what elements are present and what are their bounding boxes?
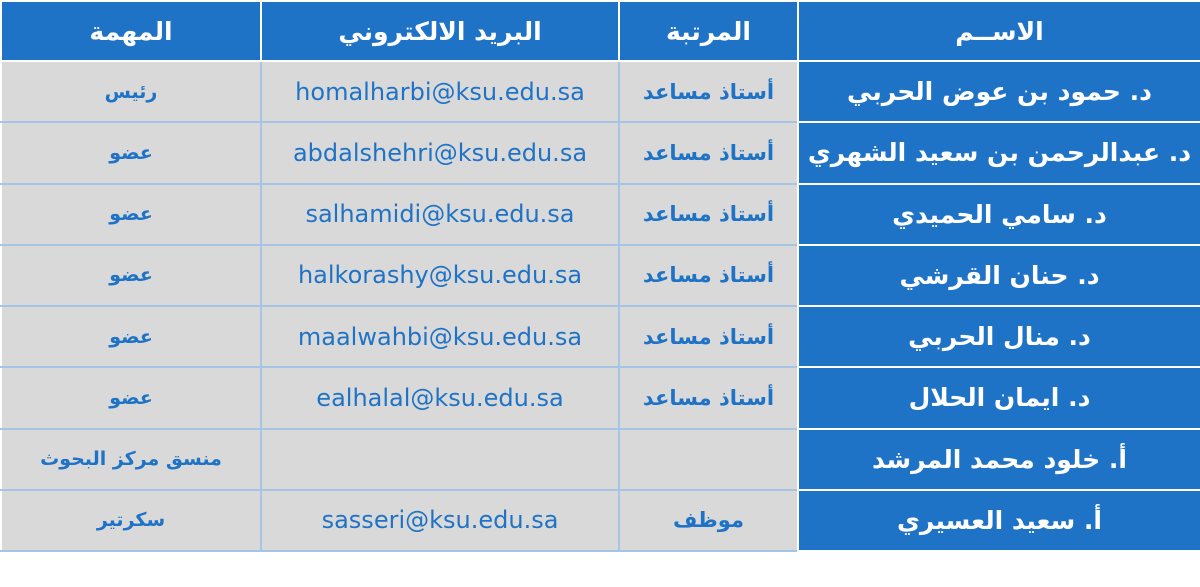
member-role: عضو bbox=[1, 184, 261, 245]
header-row bbox=[1, 1, 1200, 61]
member-email[interactable]: sasseri@ksu.edu.sa bbox=[261, 490, 619, 551]
table-row bbox=[1, 122, 1200, 183]
member-rank: أستاذ مساعد bbox=[619, 367, 798, 428]
header-email: البريد الالكتروني bbox=[261, 1, 619, 61]
member-role: عضو bbox=[1, 306, 261, 367]
member-name: د. منال الحربي bbox=[798, 306, 1200, 367]
header-name: الاســم bbox=[798, 1, 1200, 61]
member-rank: أستاذ مساعد bbox=[619, 184, 798, 245]
member-role: عضو bbox=[1, 245, 261, 306]
member-email[interactable]: halkorashy@ksu.edu.sa bbox=[261, 245, 619, 306]
member-role: عضو bbox=[1, 367, 261, 428]
member-rank: أستاذ مساعد bbox=[619, 306, 798, 367]
member-role: منسق مركز البحوث bbox=[1, 429, 261, 490]
member-rank: موظف bbox=[619, 490, 798, 551]
table-row bbox=[1, 61, 1200, 122]
member-email[interactable]: salhamidi@ksu.edu.sa bbox=[261, 184, 619, 245]
table-row bbox=[1, 490, 1200, 551]
member-email[interactable]: ealhalal@ksu.edu.sa bbox=[261, 367, 619, 428]
table-header bbox=[1, 1, 1200, 61]
header-rank: المرتبة bbox=[619, 1, 798, 61]
member-rank: أستاذ مساعد bbox=[619, 245, 798, 306]
member-role: عضو bbox=[1, 122, 261, 183]
member-name: أ. سعيد العسيري bbox=[798, 490, 1200, 551]
table-row bbox=[1, 367, 1200, 428]
table-row bbox=[1, 245, 1200, 306]
table-row bbox=[1, 429, 1200, 490]
member-rank: أستاذ مساعد bbox=[619, 61, 798, 122]
member-email bbox=[261, 429, 619, 490]
member-name: د. ايمان الحلال bbox=[798, 367, 1200, 428]
table-row bbox=[1, 306, 1200, 367]
member-email[interactable]: maalwahbi@ksu.edu.sa bbox=[261, 306, 619, 367]
member-name: أ. خلود محمد المرشد bbox=[798, 429, 1200, 490]
table-row bbox=[1, 184, 1200, 245]
member-name: د. عبدالرحمن بن سعيد الشهري bbox=[798, 122, 1200, 183]
member-role: سكرتير bbox=[1, 490, 261, 551]
header-role: المهمة bbox=[1, 1, 261, 61]
member-name: د. حمود بن عوض الحربي bbox=[798, 61, 1200, 122]
member-name: د. حنان القرشي bbox=[798, 245, 1200, 306]
member-rank: أستاذ مساعد bbox=[619, 122, 798, 183]
member-name: د. سامي الحميدي bbox=[798, 184, 1200, 245]
member-role: رئيس bbox=[1, 61, 261, 122]
table-body bbox=[1, 61, 1200, 551]
member-email[interactable]: homalharbi@ksu.edu.sa bbox=[261, 61, 619, 122]
member-rank bbox=[619, 429, 798, 490]
member-email[interactable]: abdalshehri@ksu.edu.sa bbox=[261, 122, 619, 183]
